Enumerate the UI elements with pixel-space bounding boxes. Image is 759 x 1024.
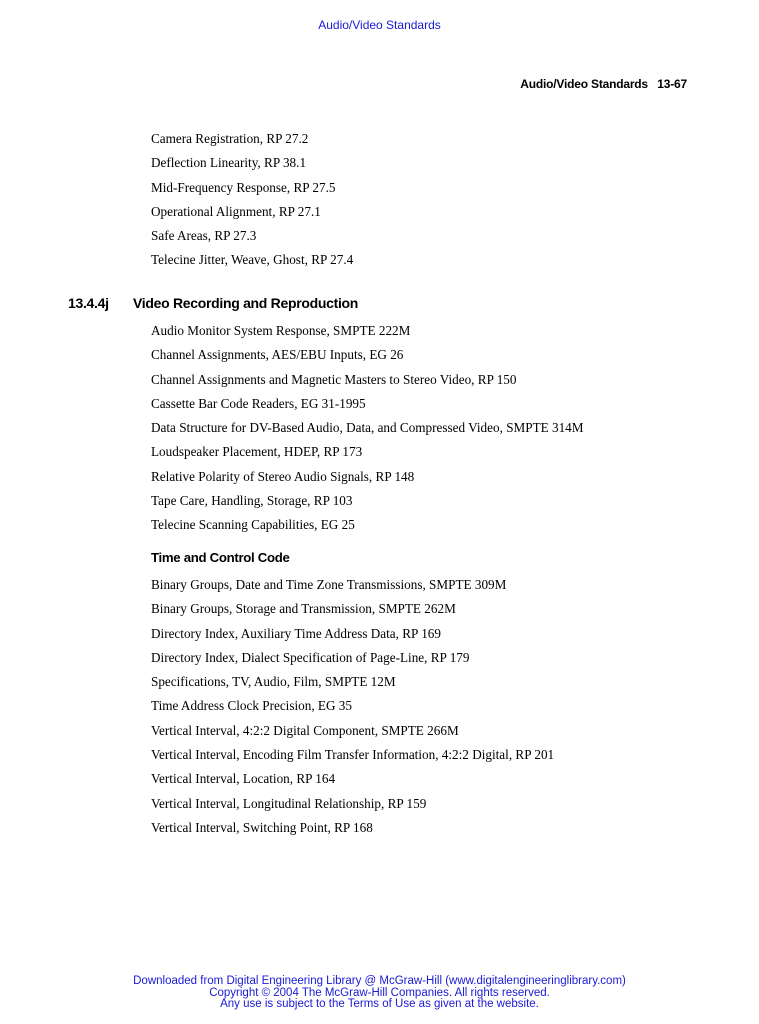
- list-item: Vertical Interval, Location, RP 164: [151, 771, 336, 787]
- list-item: Data Structure for DV-Based Audio, Data, and Compressed Video, SMPTE 314M: [151, 420, 584, 436]
- standards-list-top: [151, 127, 353, 273]
- list-item: Telecine Jitter, Weave, Ghost, RP 27.4: [151, 252, 354, 268]
- list-item: Directory Index, Dialect Specification of Page-Line, RP 179: [151, 649, 470, 665]
- list-item: Vertical Interval, 4:2:2 Digital Component, SMPTE 266M: [151, 722, 459, 738]
- list-item: Camera Registration, RP 27.2: [151, 131, 309, 146]
- list-item: Operational Alignment, RP 27.1: [151, 203, 321, 219]
- footer-notice[interactable]: [0, 976, 759, 1011]
- list-item: Specifications, TV, Audio, Film, SMPTE 12M: [151, 674, 396, 690]
- running-head: Audio/Video Standards 13-67: [520, 77, 687, 91]
- subsection-heading: Time and Control Code: [151, 550, 290, 565]
- footer-copyright-line: Copyright © 2004 The McGraw-Hill Companies. All rights reserved.: [209, 986, 550, 999]
- video-recording-list: [151, 319, 584, 538]
- list-item: Deflection Linearity, RP 38.1: [151, 155, 307, 171]
- list-item: Vertical Interval, Switching Point, RP 168: [151, 819, 373, 835]
- list-item: Relative Polarity of Stereo Audio Signals, RP 148: [151, 468, 415, 484]
- list-item: Tape Care, Handling, Storage, RP 103: [151, 493, 353, 509]
- list-item: Cassette Bar Code Readers, EG 31-1995: [151, 395, 366, 411]
- section-heading: [68, 295, 358, 311]
- list-item: Binary Groups, Date and Time Zone Transmissions, SMPTE 309M: [151, 577, 507, 592]
- list-item: Binary Groups, Storage and Transmission, SMPTE 262M: [151, 601, 456, 617]
- list-item: Audio Monitor System Response, SMPTE 222M: [151, 323, 411, 338]
- list-item: Vertical Interval, Longitudinal Relationship, RP 159: [151, 795, 427, 811]
- list-item: Vertical Interval, Encoding Film Transfer Information, 4:2:2 Digital, RP 201: [151, 747, 555, 763]
- list-item: Loudspeaker Placement, HDEP, RP 173: [151, 444, 363, 460]
- list-item: Time Address Clock Precision, EG 35: [151, 698, 352, 714]
- list-item: Mid-Frequency Response, RP 27.5: [151, 179, 336, 195]
- section-title: Video Recording and Reproduction: [133, 295, 359, 311]
- list-item: Directory Index, Auxiliary Time Address Data, RP 169: [151, 625, 441, 641]
- footer-download-line[interactable]: Downloaded from Digital Engineering Library @ McGraw-Hill (www.digitalengineeringlibrary.com): [133, 975, 626, 987]
- list-item: Telecine Scanning Capabilities, EG 25: [151, 517, 355, 533]
- list-item: Channel Assignments, AES/EBU Inputs, EG 26: [151, 347, 404, 363]
- top-banner-link[interactable]: Audio/Video Standards: [318, 18, 441, 32]
- section-number: 13.4.4j: [68, 295, 109, 311]
- list-item: Safe Areas, RP 27.3: [151, 228, 257, 244]
- list-item: Channel Assignments and Magnetic Masters to Stereo Video, RP 150: [151, 371, 517, 387]
- time-control-code-list: [151, 573, 554, 840]
- footer-terms-line[interactable]: Any use is subject to the Terms of Use as given at the website.: [220, 998, 539, 1010]
